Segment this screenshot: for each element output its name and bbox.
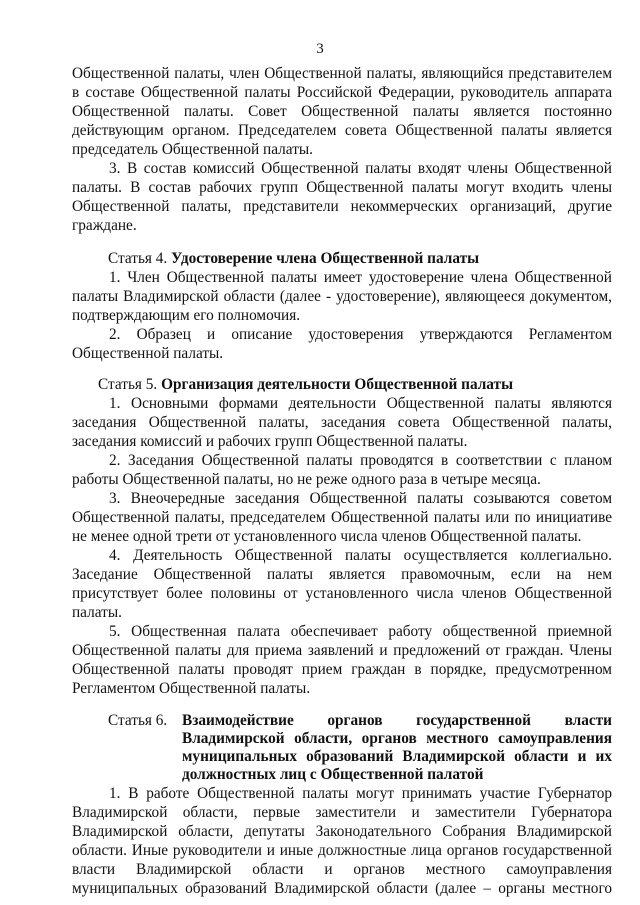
article-prefix: Статья 5. (98, 376, 158, 393)
article-heading (108, 250, 479, 268)
article-title-line: должностных лиц с Общественной палатой (182, 766, 484, 783)
text-line: подтверждающим его полномочия. (72, 307, 301, 324)
text-line: Заседание Общественной палаты является правомочным, если на нем (72, 566, 612, 583)
text-line: в составе Общественной палаты Российской Федерации, руководитель аппарата (72, 84, 612, 101)
text-line: работы Общественной палаты, но не реже одного раза в четыре месяца. (72, 471, 541, 488)
text-line: палаты. (72, 604, 122, 621)
text-line: палаты Владимирской области (далее - удостоверение), являющееся документом, (72, 288, 612, 305)
text-line: 2. Заседания Общественной палаты проводятся в соответствии с планом (109, 452, 612, 469)
text-line: Общественной палаты, член Общественной палаты, являющийся представителем (72, 65, 612, 82)
text-line: заседания Общественной палаты, заседания совета Общественной палаты, (72, 414, 612, 431)
text-line: Регламентом Общественной палаты. (72, 680, 311, 697)
text-line: 1. Член Общественной палаты имеет удостоверение члена Общественной (109, 269, 612, 286)
text-line: 3. В состав комиссий Общественной палаты входят члены Общественной (109, 160, 612, 177)
text-line: Общественной палаты проводят прием граждан в порядке, предусмотренном (72, 661, 612, 678)
text-line: муниципальных образований Владимирской области (далее – органы местного (72, 880, 612, 897)
page-number: 3 (316, 41, 324, 57)
text-line: не менее одной трети от установленного числа членов Общественной палаты. (72, 528, 582, 545)
article-heading (98, 376, 513, 394)
text-line: граждане. (72, 217, 137, 234)
text-line: Общественной палаты. Совет Общественной палаты является постоянно (72, 103, 612, 120)
article-title-line: Взаимодействие органов государственной власти (182, 712, 612, 729)
text-line: Общественной палаты. (72, 345, 224, 362)
text-line: присутствует более половины от установленного числа членов Общественной (72, 585, 612, 602)
article-prefix: Статья 4. (108, 250, 168, 267)
text-line: 2. Образец и описание удостоверения утверждаются Регламентом (109, 326, 612, 343)
text-line: 1. Основными формами деятельности Общественной палаты являются (109, 395, 612, 412)
text-line: действующим органом. Председателем совета Общественной палаты является (72, 122, 612, 139)
text-line: 1. В работе Общественной палаты могут принимать участие Губернатор (109, 785, 612, 802)
article-title: Удостоверение члена Общественной палаты (171, 250, 480, 267)
text-line: Общественной палаты, представители некоммерческих организаций, другие (72, 198, 612, 215)
article-title-line: Владимирской области, органов местного самоуправления (182, 730, 612, 747)
text-line: Владимирской области, депутаты Законодательного Собрания Владимирской (72, 823, 612, 840)
text-line: Общественной палаты для приема заявлений и предложений от граждан. Члены (72, 642, 612, 659)
text-line: власти Владимирской области и органов местного самоуправления (72, 861, 612, 878)
article-title-line: муниципальных образований Владимирской области и их (182, 748, 612, 765)
text-line: Общественной палаты, председателем Общественной палаты или по инициативе (72, 509, 612, 526)
text-line: Владимирской области, первые заместители и заместители Губернатора (72, 804, 612, 821)
text-line: заседания комиссий и рабочих групп Общественной палаты. (72, 433, 468, 450)
text-line: 4. Деятельность Общественной палаты осуществляется коллегиально. (109, 547, 612, 564)
text-line: области. Иные руководители и иные должностные лица органов государственной (72, 842, 612, 859)
text-line: 5. Общественная палата обеспечивает работу общественной приемной (109, 623, 612, 640)
text-line: 3. Внеочередные заседания Общественной палаты созываются советом (109, 490, 612, 507)
article-title: Организация деятельности Общественной палаты (161, 376, 514, 393)
article-prefix: Статья 6. (108, 712, 168, 729)
text-line: председатель Общественной палаты. (72, 141, 313, 158)
text-line: палаты. В состав рабочих групп Общественной палаты могут входить члены (72, 179, 612, 196)
